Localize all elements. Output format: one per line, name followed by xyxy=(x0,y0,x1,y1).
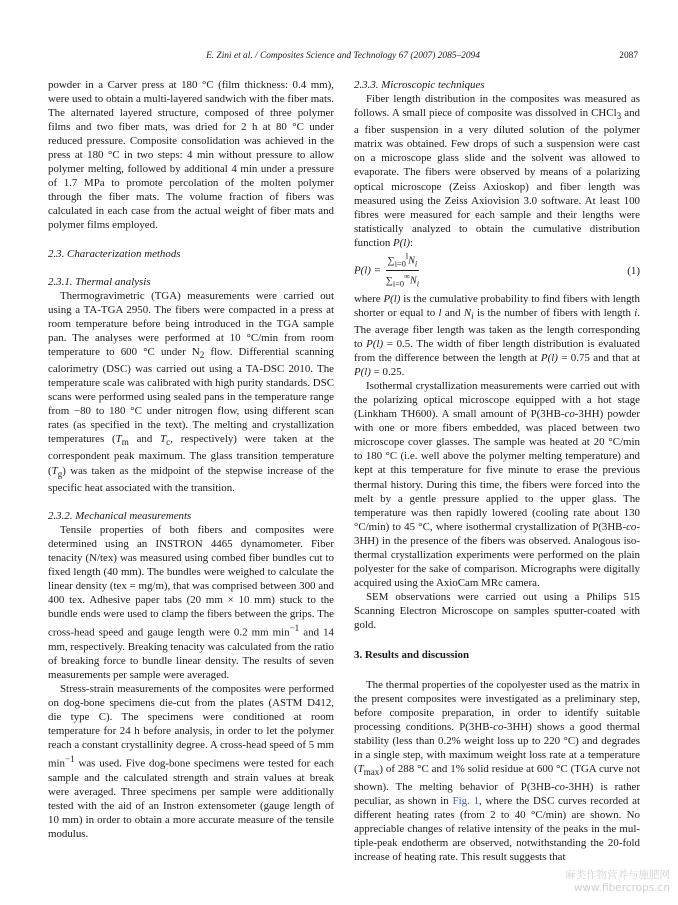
running-head: E. Zini et al. / Composites Science and Technology 67 (2007) 2085–2094 xyxy=(206,51,480,61)
paragraph-composite-prep: powder in a Carver press at 180 °C (film thickness: 0.4 mm), were used to obtain a multi-layered sandwich with the fiber mats. The alternated layered structure, composed of three polymer films and two fiber mats, was dried for 2 h at 80 °C under reduced pressure. Composite consolidation was achieved in the press at 180 °C in two steps: 4 min without pressure to allow polymer melting, followed by additional 4 min under a pressure of 1.7 MPa to promote percolation of the molten polymer through the fiber mats. The volume fraction of fibers was calculated in each case from the actual weight of fiber mats and polymer films employed. xyxy=(48,79,334,232)
running-header xyxy=(48,50,638,62)
equation-denominator: $\sum_{i=0}^\infty N_i$ xyxy=(385,272,420,289)
paragraph-thermal: Thermogravimetric (TGA) measurements were carried out using a TA-TGA 2950. The fibers were compacted in a press at room temperature before being introduced in the TGA sample pan. The analyses were performed at 10 °C/min from room temperature to 600 °C under $N_2$ flow. Differential scanning calorimetry (DSC) was carried out using a TA-DSC 2010. The temperature scale was calibrated with high purity standards. DSC scans were performed using sealed pans in the temperature range from −80 to 180 °C under nitrogen flow, using different scan rates (as specified in the text). The melting and crystallization temperatures ($T_m$ and $T_c$, respectively) were taken at the correspondent peak maximum. The glass transition temperature $(T_g)$ was taken as the midpoint of the stepwise increase of the specific heat associated with the transition. xyxy=(48,289,335,494)
equation-numerator: $\sum_{i=0}^lN_i$ xyxy=(386,251,420,271)
section-heading-results: 3. Results and discussion xyxy=(354,649,469,662)
equation-lhs: P(l) = xyxy=(354,264,382,277)
equation-1 xyxy=(354,251,640,289)
paragraph-mechanical: Tensile properties of both fibers and composites were determined using an INSTRON 4465 dynamometer. Fiber tenacity (N/tex) was measured using combed fiber bundles cut to fixed length (40 mm). The bundles were weighed to calculate the linear density (tex = mg/m), that was comprised between 300 and 400 tex. Adhesive paper tabs (20 mm × 10 mm) stuck to the bundle ends were used to clamp the fibers between the grips. The cross-head speed and gauge length were 0.2 mm $\min^{-1}$ and 14 mm, respectively. Breaking tenacity was calculated from the ratio of breaking force to bundle linear density. The results of seven measurements per sample were averaged. xyxy=(48,523,334,681)
watermark xyxy=(565,869,670,895)
watermark-line-2: www.fibercrops.cn xyxy=(573,882,670,894)
subsection-heading-microscopic: 2.3.3. Microscopic techniques xyxy=(354,79,485,91)
paragraph-isothermal: Isothermal crystallization measurements were carried out with the polarizing optical microscope equipped with a hot stage (Linkham TH600). A small amount of P(3HB-co-3HH) powder with one or more fibers embedded, was placed between two microscope cover glasses. The sample was heated at 20 °C/min to 180 °C (i.e. well above the polymer melting temperature) and kept at this temperature for five minute to erase the previous thermal history. During this time, the fibers were forced into the melt by a gentle pressure applied to the upper glass. The temperature was then rapidly lowered (cooling rate about 130 °C/min) to 45 °C, where isothermal crystallization of P(3HB-co-3HH) in the presence of the fibers was observed. Analogous isothermal crystallization experiments were performed on the plain polyester for the sake of comparison. Micrographs were digitally acquired using the AxioCam MRc camera. xyxy=(354,380,640,589)
subsection-heading-thermal: 2.3.1. Thermal analysis xyxy=(48,275,151,288)
section-heading-characterization: 2.3. Characterization methods xyxy=(48,247,181,260)
figure-1-link[interactable]: Fig. 1 xyxy=(452,794,480,807)
paragraph-microscopic: Fiber length distribution in the composites was measured as follows. A small piece of composite was dissolved in CHCl$_3$ and a fiber suspension in a very diluted solution of the polymer matrix was obtained. Few drops of such a suspension were cast on a microscope glass slide and the solvent was allowed to evaporate. The fibers were observed by means of a polarizing optical microscope (Zeiss Axioskop) and fiber length was measured using the Zeiss Axiovision 3.0 software. At least 100 fibres were measured for each sample and their lengths were statistically analyzed to obtain the cumulative distribution function P(l): xyxy=(354,93,640,249)
paragraph-where: where P(l) is the cumulative probability to find fibers with length shorter or equal to l and $N_i$ is the number of fibers with length i. The average fiber length was taken as the length corresponding to P(l) = 0.5. The width of fiber length distribution is evaluated from the difference between the length at P(l) = 0.75 and that at P(l) = 0.25. xyxy=(354,292,640,379)
paragraph-sem: SEM observations were carried out using a Philips 515 Scanning Electron Microscope on samples sputter-coated with gold. xyxy=(354,590,640,631)
subsection-heading-mechanical: 2.3.2. Mechanical measurements xyxy=(48,509,192,522)
watermark-line-1: 麻类作物营养与施肥网 xyxy=(565,869,670,881)
paragraph-results: The thermal properties of the copolyester used as the matrix in the present composites were investigated as a preliminary step, before composite preparation, in order to identify suitable processing conditions. P(3HB-co-3HH) shows a good thermal stability (less than 0.2% weight loss up to 220 °C) and degrades in a single step, with maximum weight loss rate at a temperature $(T_{max})$ of 288 °C and 1% solid residue at 600 °C (TGA curve not shown). The melting behavior of P(3HB-co-3HH) is rather peculiar, as shown in Fig. 1, where the DSC curves recorded at different heating rates (from 2 to 40 °C/min) are shown. No appreciable changes of relative intensity of the peaks in the multiple-peak endotherm are observed, notwithstanding the 20-fold increase of heating rate. This result suggests that xyxy=(354,679,641,863)
equation-number: (1) xyxy=(627,264,640,277)
left-column xyxy=(48,78,334,841)
page-number: 2087 xyxy=(619,51,638,61)
right-column xyxy=(354,78,640,864)
paragraph-stress-strain: Stress-strain measurements of the composites were performed on dog-bone specimens die-cut from the plates (ASTM D412, die type C). The specimens were conditioned at room temperature for 24 h before analysis, in order to let the polymer reach a constant crystallinity degree. A cross-head speed of 5 mm $\min^{-1}$ was used. Five dog-bone specimens were tested for each sample and the calculated strength and strain values at break were averaged. Three specimens per sample were additionally tested with the aid of an Instron extensometer (gauge length of 10 mm) in order to obtain a more accurate measure of the tensile modulus. xyxy=(48,682,334,841)
equation-fraction xyxy=(384,251,421,291)
equation-body xyxy=(354,251,421,291)
